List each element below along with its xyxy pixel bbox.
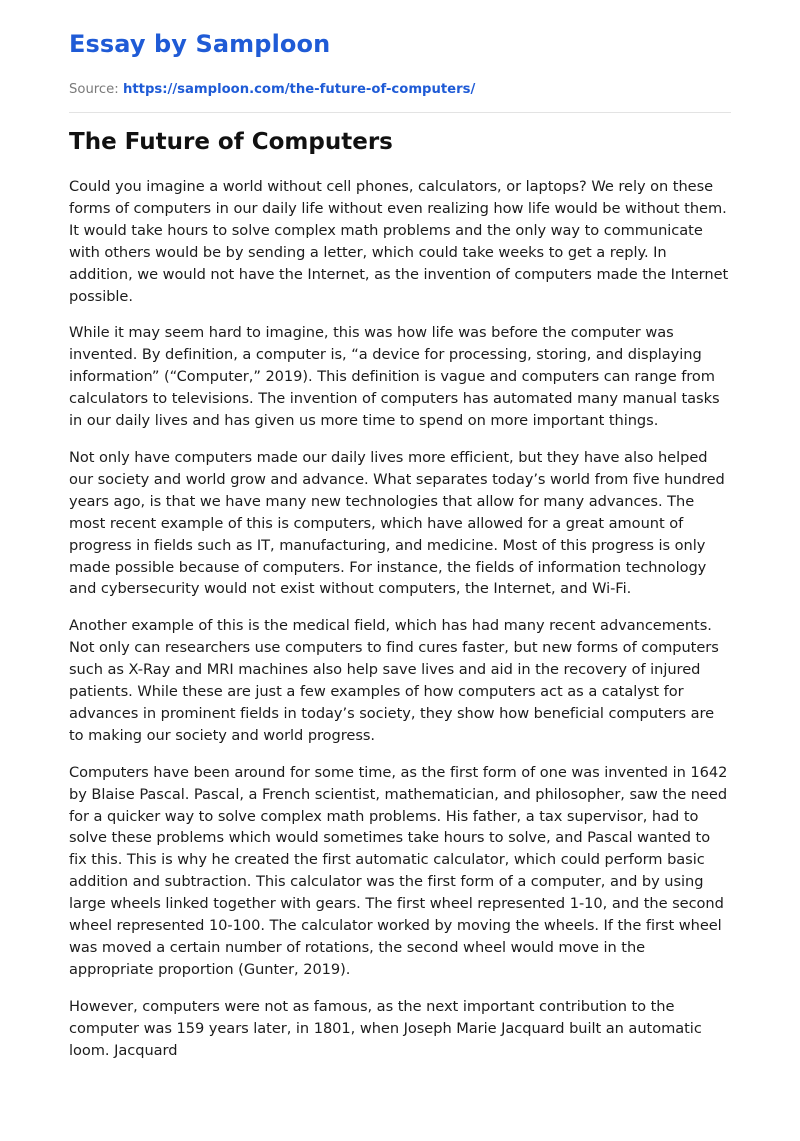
essay-paragraph: Computers have been around for some time, as the first form of one was invented in 1642 by Blaise Pascal. Pascal, a French scientist, mathematician, and philosopher, saw the need for a quicker way to solve complex math problems. His father, a tax supervisor, had to solve these problems which would sometimes take hours to solve, and Pascal wanted to fix this. This is why he created the first automatic calculator, which could perform basic addition and subtraction. This calculator was the first form of a computer, and by using large wheels linked together with gears. The first wheel represented 1-10, and the second wheel represented 10-100. The calculator worked by moving the wheels. If the first wheel was moved a certain number of rotations, the second wheel would move in the appropriate proportion (Gunter, 2019). — [69, 763, 728, 978]
header-divider — [69, 112, 731, 113]
source-line — [69, 81, 731, 99]
site-brand[interactable]: Essay by Samploon — [69, 30, 331, 58]
essay-paragraph: However, computers were not as famous, as the next important contribution to the computer was 159 years later, in 1801, when Joseph Marie Jacquard built an automatic loom. Jacquard — [69, 997, 702, 1059]
essay-paragraph: Not only have computers made our daily lives more efficient, but they have also helped our society and world grow and advance. What separates today’s world from five hundred years ago, is that we have many new technologies that allow for many advances. The most recent example of this is computers, which have allowed for a great amount of progress in fields such as IT, manufacturing, and medicine. Most of this progress is only made possible because of computers. For instance, the fields of information technology and cybersecurity would not exist without computers, the Internet, and Wi-Fi. — [69, 448, 725, 598]
essay-paragraph: While it may seem hard to imagine, this was how life was before the computer was invented. By definition, a computer is, “a device for processing, storing, and displaying information” (“Computer,” 2019). This definition is vague and computers can range from calculators to televisions. The invention of computers has automated many manual tasks in our daily lives and has given us more time to spend on more important things. — [69, 324, 720, 430]
source-label: Source: — [69, 82, 119, 97]
essay-paragraph: Could you imagine a world without cell phones, calculators, or laptops? We rely on these forms of computers in our daily life without even realizing how life would be without them. It would take hours to solve complex math problems and the only way to communicate with others would be by sending a letter, which could take weeks to get a reply. In addition, we would not have the Internet, as the invention of computers made the Internet possible. — [69, 178, 729, 305]
essay-title: The Future of Computers — [69, 129, 393, 155]
essay-paragraph: Another example of this is the medical field, which has had many recent advancements. Not only can researchers use computers to find cures faster, but new forms of computers such as X-Ray and MRI machines also help save lives and aid in the recovery of injured patients. While these are just a few examples of how computers act as a catalyst for advances in prominent fields in today’s society, they show how beneficial computers are to making our society and world progress. — [69, 617, 719, 744]
source-link[interactable]: https://samploon.com/the-future-of-computers/ — [122, 82, 476, 97]
essay-body — [69, 176, 731, 1062]
essay-page — [69, 0, 731, 1077]
